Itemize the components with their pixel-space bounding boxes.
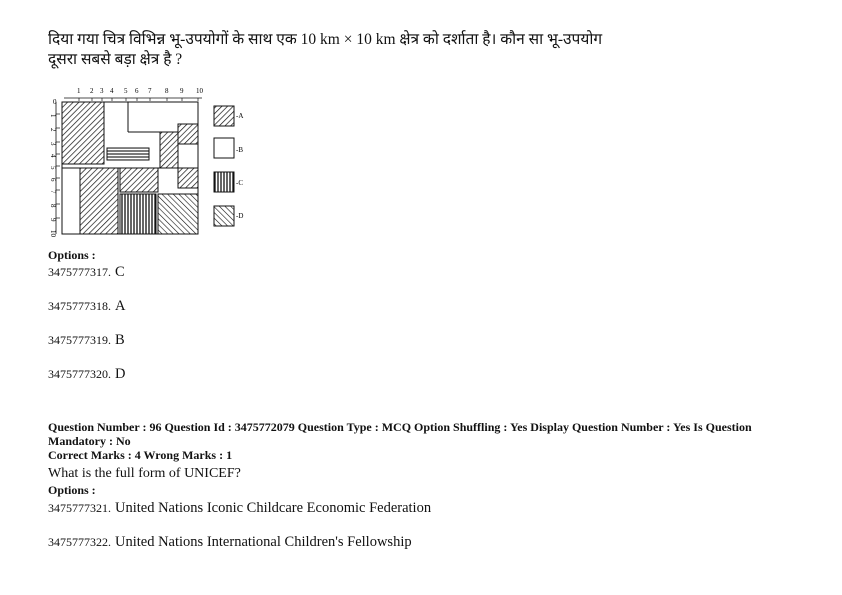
region-d — [158, 194, 198, 234]
option-item[interactable] — [48, 533, 412, 551]
option-id: 3475777319. — [48, 333, 111, 347]
y-tick: 10 — [49, 230, 57, 237]
region-a — [120, 168, 158, 192]
region-a — [178, 124, 198, 144]
options-label: Options : — [48, 483, 96, 497]
question-line-1: दिया गया चित्र विभिन्न भू-उपयोगों के साथ एक 10 km × 10 km क्षेत्र को दर्शाता है। कौन सा भू-उपयोग — [48, 31, 603, 48]
option-id: 3475777317. — [48, 265, 111, 279]
x-tick: 10 — [196, 87, 203, 95]
legend-label: -A — [236, 112, 244, 120]
region-a — [62, 102, 104, 164]
region-striped — [107, 148, 149, 160]
option-id: 3475777321. — [48, 501, 111, 515]
option-text: C — [115, 264, 125, 280]
x-tick: 3 — [100, 87, 104, 95]
y-tick: 1 — [49, 114, 57, 118]
y-tick: 2 — [49, 128, 57, 132]
option-id: 3475777318. — [48, 299, 111, 313]
y-tick: 9 — [49, 218, 57, 222]
legend-swatch-a — [214, 106, 234, 126]
legend-swatch-d — [214, 206, 234, 226]
legend-label: -C — [236, 179, 243, 187]
option-id: 3475777322. — [48, 535, 111, 549]
land-use-figure — [40, 84, 270, 244]
y-tick: 5 — [49, 166, 57, 170]
region-a — [80, 168, 118, 234]
legend-label: -B — [236, 146, 243, 154]
y-tick: 0 — [53, 98, 57, 106]
legend-swatch-b — [214, 138, 234, 158]
region-a — [160, 132, 178, 168]
x-tick: 2 — [90, 87, 94, 95]
option-item[interactable] — [48, 297, 125, 315]
option-text: United Nations International Children's Fellowship — [115, 534, 412, 550]
legend-swatch-c — [214, 172, 234, 192]
x-tick: 7 — [148, 87, 152, 95]
option-text: B — [115, 332, 125, 348]
question-meta-line-2: Mandatory : No — [48, 434, 131, 448]
x-tick: 6 — [135, 87, 139, 95]
y-tick: 4 — [49, 154, 57, 158]
x-tick: 8 — [165, 87, 169, 95]
option-id: 3475777320. — [48, 367, 111, 381]
option-item[interactable] — [48, 263, 125, 281]
y-tick: 6 — [49, 178, 57, 182]
y-tick: 3 — [49, 142, 57, 146]
option-item[interactable] — [48, 499, 431, 517]
question-line-2: दूसरा सबसे बड़ा क्षेत्र है ? — [48, 51, 183, 68]
question-meta-line-1: Question Number : 96 Question Id : 3475772079 Question Type : MCQ Option Shuffling : Yes Display Question Number : Yes Is Question — [48, 420, 752, 434]
x-tick: 9 — [180, 87, 184, 95]
x-tick: 1 — [77, 87, 81, 95]
question-marks: Correct Marks : 4 Wrong Marks : 1 — [48, 448, 233, 462]
legend — [214, 106, 243, 226]
legend-label: -D — [236, 212, 244, 220]
land-use-map — [62, 102, 198, 234]
x-axis-ticks — [77, 87, 204, 95]
region-c — [120, 194, 156, 234]
region-a — [178, 168, 198, 188]
options-label: Options : — [48, 248, 96, 262]
option-text: United Nations Iconic Childcare Economic Federation — [115, 500, 432, 516]
option-item[interactable] — [48, 365, 125, 383]
question-meta — [48, 420, 768, 462]
option-item[interactable] — [48, 331, 125, 349]
option-text: D — [115, 366, 126, 382]
x-tick: 5 — [124, 87, 128, 95]
y-tick: 7 — [49, 190, 57, 194]
option-text: A — [115, 298, 126, 314]
y-tick: 8 — [49, 204, 57, 208]
question-text — [48, 30, 668, 70]
x-tick: 4 — [110, 87, 114, 95]
question-text: What is the full form of UNICEF? — [48, 466, 241, 481]
